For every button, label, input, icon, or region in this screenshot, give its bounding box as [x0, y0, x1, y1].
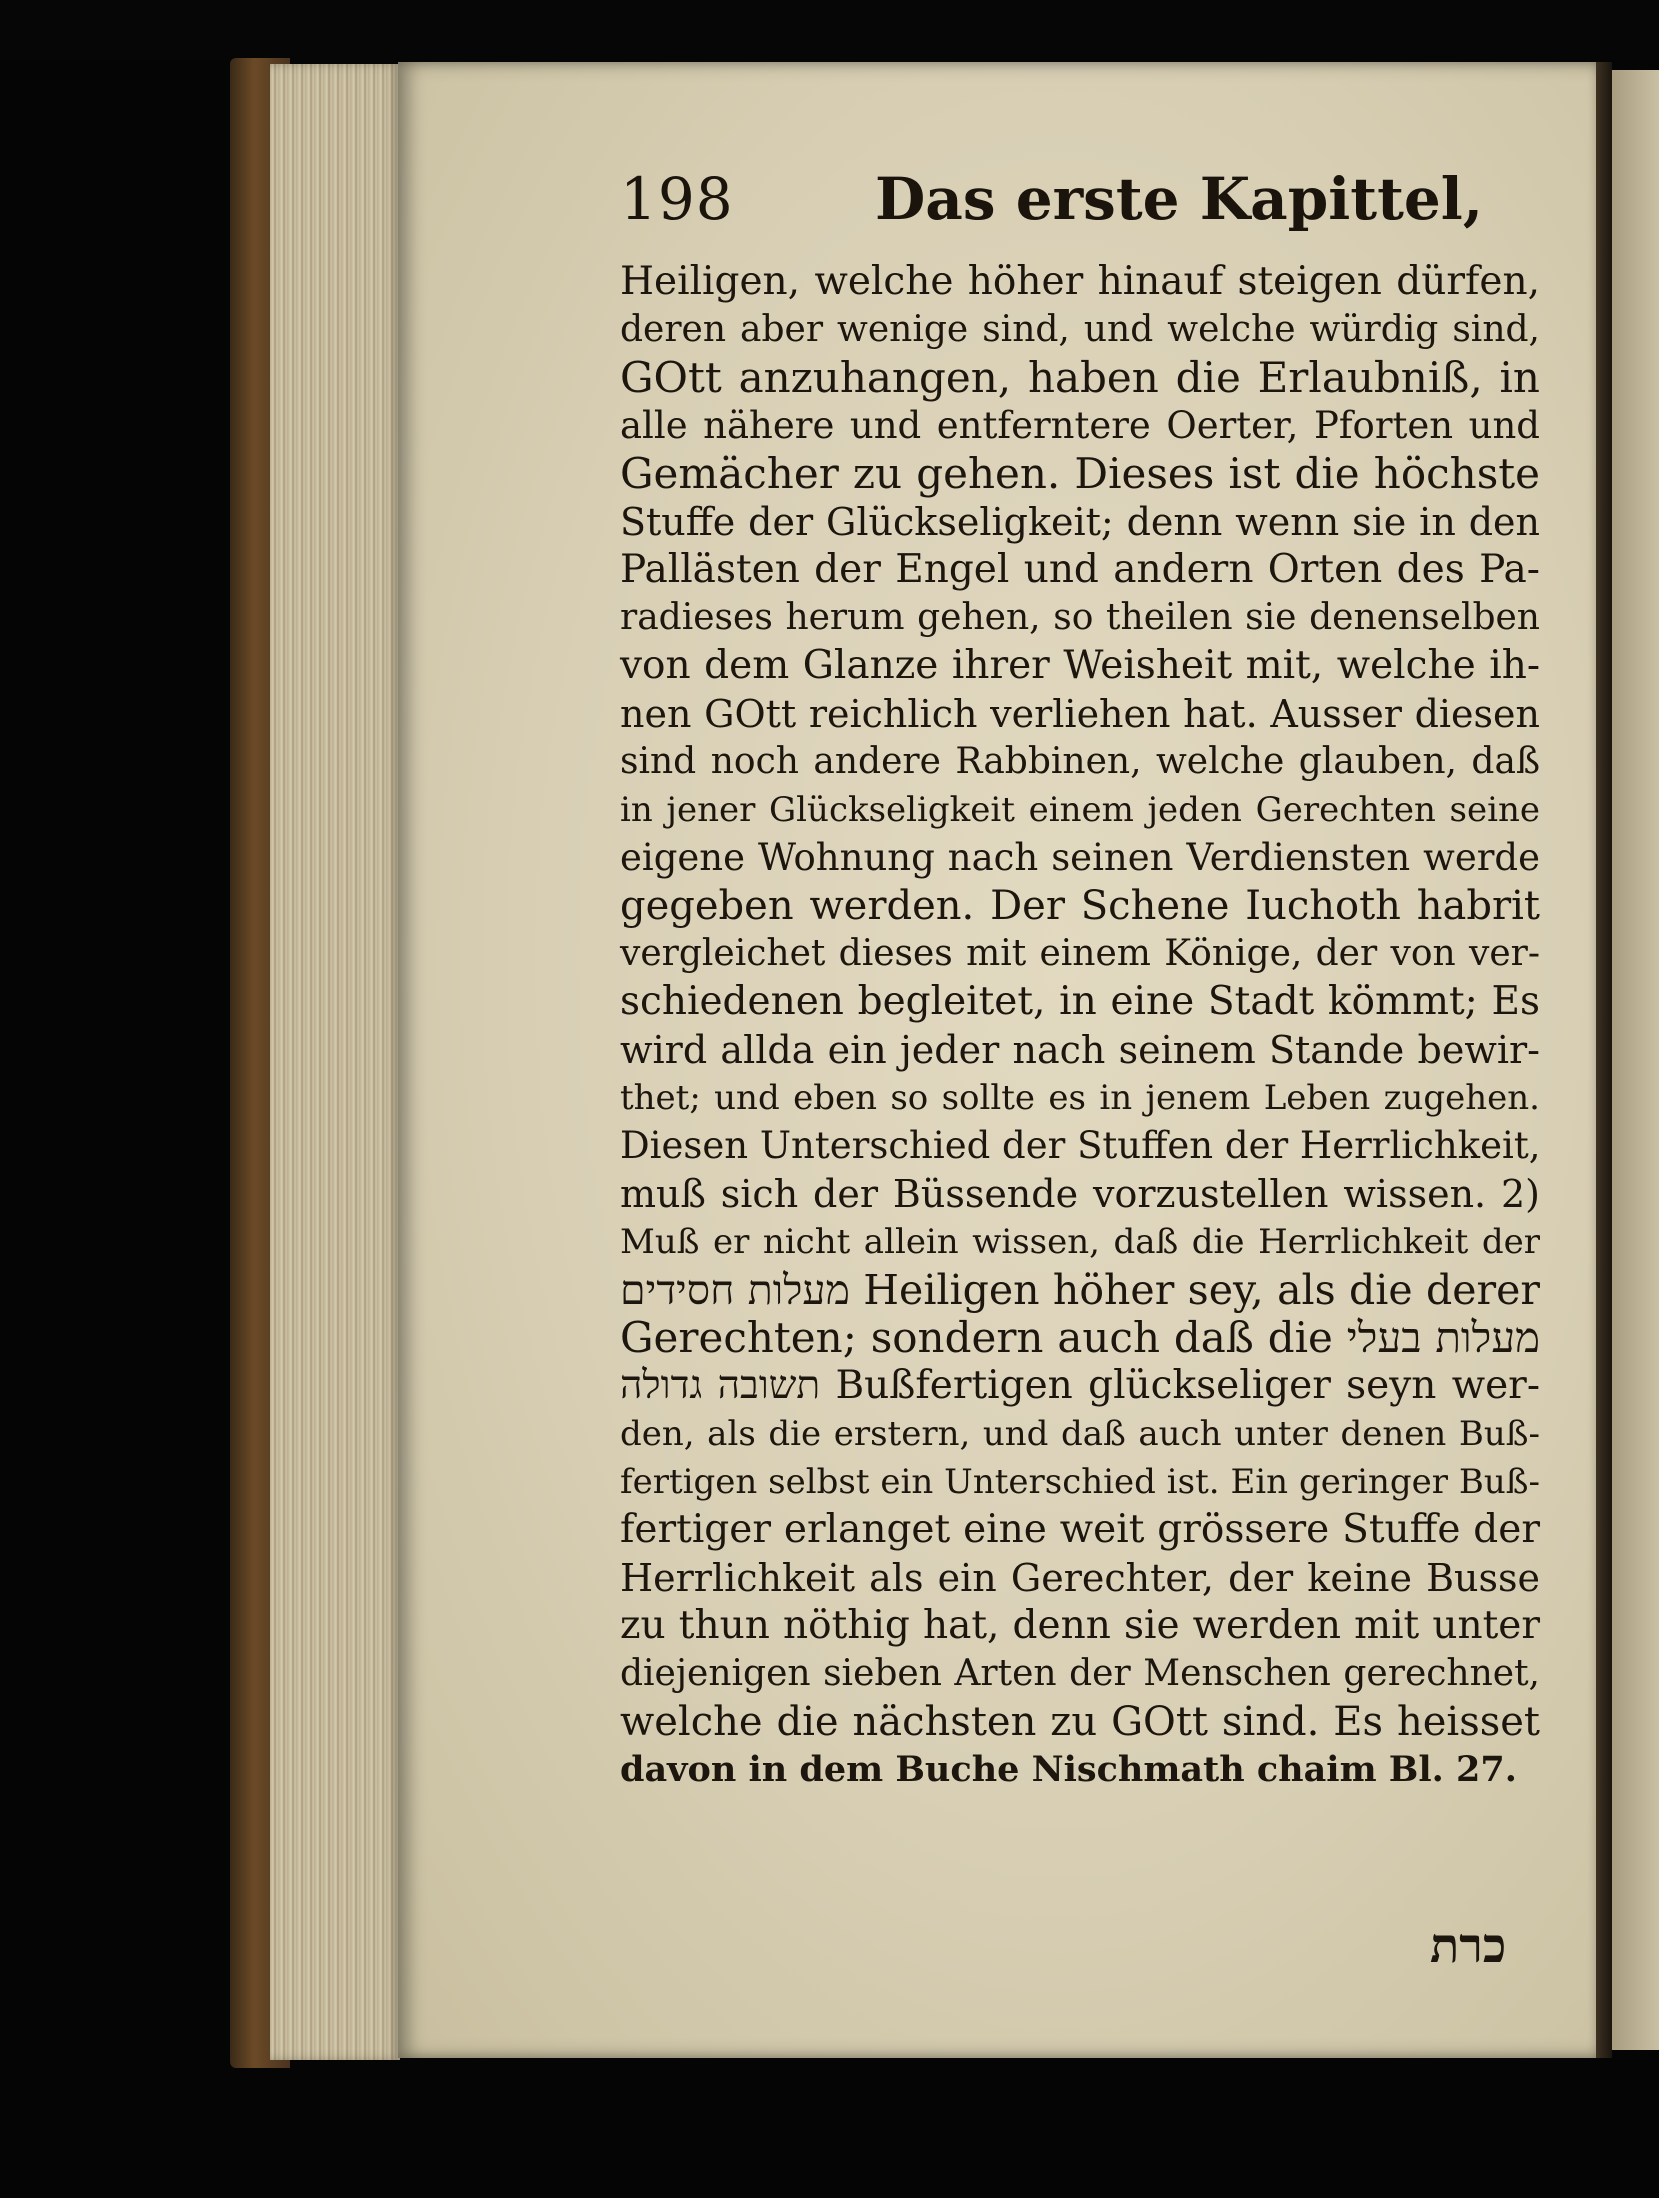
- running-title: Das erste Kapittel,: [875, 165, 1484, 233]
- text-line: Pallästen der Engel und andern Orten des Pa-: [620, 547, 1540, 592]
- text-line: in jener Glückseligkeit einem jeden Gerechten seine: [620, 790, 1540, 830]
- book-gutter: [1596, 62, 1612, 2058]
- text-line: von dem Glanze ihrer Weisheit mit, welche ih-: [620, 643, 1540, 688]
- facing-page-sliver: [1612, 70, 1659, 2050]
- text-line: fertigen selbst ein Unterschied ist. Ein geringer Buß-: [620, 1462, 1540, 1502]
- body-text: [620, 258, 1540, 1794]
- text-line: gegeben werden. Der Schene Iuchoth habrit: [620, 883, 1540, 929]
- backdrop: [0, 0, 1659, 60]
- page-edges: [270, 64, 400, 2060]
- text-line: Gemächer zu gehen. Dieses ist die höchste: [620, 449, 1540, 498]
- text-line: deren aber wenige sind, und welche würdig sind,: [620, 309, 1540, 350]
- text-line: den, als die erstern, und daß auch unter denen Buß-: [620, 1414, 1540, 1454]
- text-line: diejenigen sieben Arten der Menschen gerechnet,: [620, 1653, 1540, 1694]
- text-line: GOtt anzuhangen, haben die Erlaubniß, in: [620, 353, 1540, 402]
- text-line: Stuffe der Glückseligkeit; denn wenn sie in den: [620, 500, 1540, 544]
- text-line: Diesen Unterschied der Stuffen der Herrlichkeit,: [620, 1124, 1541, 1167]
- text-line: wird allda ein jeder nach seinem Stande bewir-: [620, 1028, 1540, 1072]
- text-line: תשובה גדולה Bußfertigen glückseliger seyn wer-: [620, 1363, 1540, 1408]
- text-line: vergleichet dieses mit einem Könige, der von ver-: [620, 933, 1540, 974]
- catchword: כרת: [1430, 1918, 1507, 1974]
- text-line: nen GOtt reichlich verliehen hat. Ausser diesen: [620, 692, 1540, 736]
- text-line: thet; und eben so sollte es in jenem Leben zugehen.: [620, 1078, 1540, 1118]
- text-line: alle nähere und entferntere Oerter, Pforten und: [620, 404, 1540, 447]
- text-line: מעלות חסידים Heiligen höher sey, als die derer: [620, 1266, 1540, 1314]
- text-line: fertiger erlanget eine weit grössere Stuffe der: [620, 1507, 1540, 1552]
- text-line: welche die nächsten zu GOtt sind. Es heisset: [620, 1699, 1540, 1745]
- page-number: 198: [620, 165, 734, 233]
- text-line: eigene Wohnung nach seinen Verdiensten werde: [620, 836, 1540, 879]
- text-line: radieses herum gehen, so theilen sie denenselben: [620, 597, 1540, 638]
- text-line: zu thun nöthig hat, denn sie werden mit unter: [620, 1603, 1540, 1648]
- text-line: Muß er nicht allein wissen, daß die Herrlichkeit der: [620, 1222, 1540, 1262]
- text-line: davon in dem Buche Nischmath chaim Bl. 27.: [620, 1749, 1517, 1790]
- text-line: sind noch andere Rabbinen, welche glauben, daß: [620, 741, 1540, 782]
- text-line: schiedenen begleitet, in eine Stadt kömmt; Es: [620, 979, 1540, 1024]
- text-line: Herrlichkeit als ein Gerechter, der keine Busse: [620, 1556, 1540, 1600]
- text-line: Heiligen, welche höher hinauf steigen dürfen,: [620, 259, 1540, 304]
- text-line: Gerechten; sondern auch daß die מעלות בעלי: [620, 1313, 1540, 1362]
- text-line: muß sich der Büssende vorzustellen wissen. 2): [620, 1172, 1540, 1216]
- running-head: [620, 165, 1500, 245]
